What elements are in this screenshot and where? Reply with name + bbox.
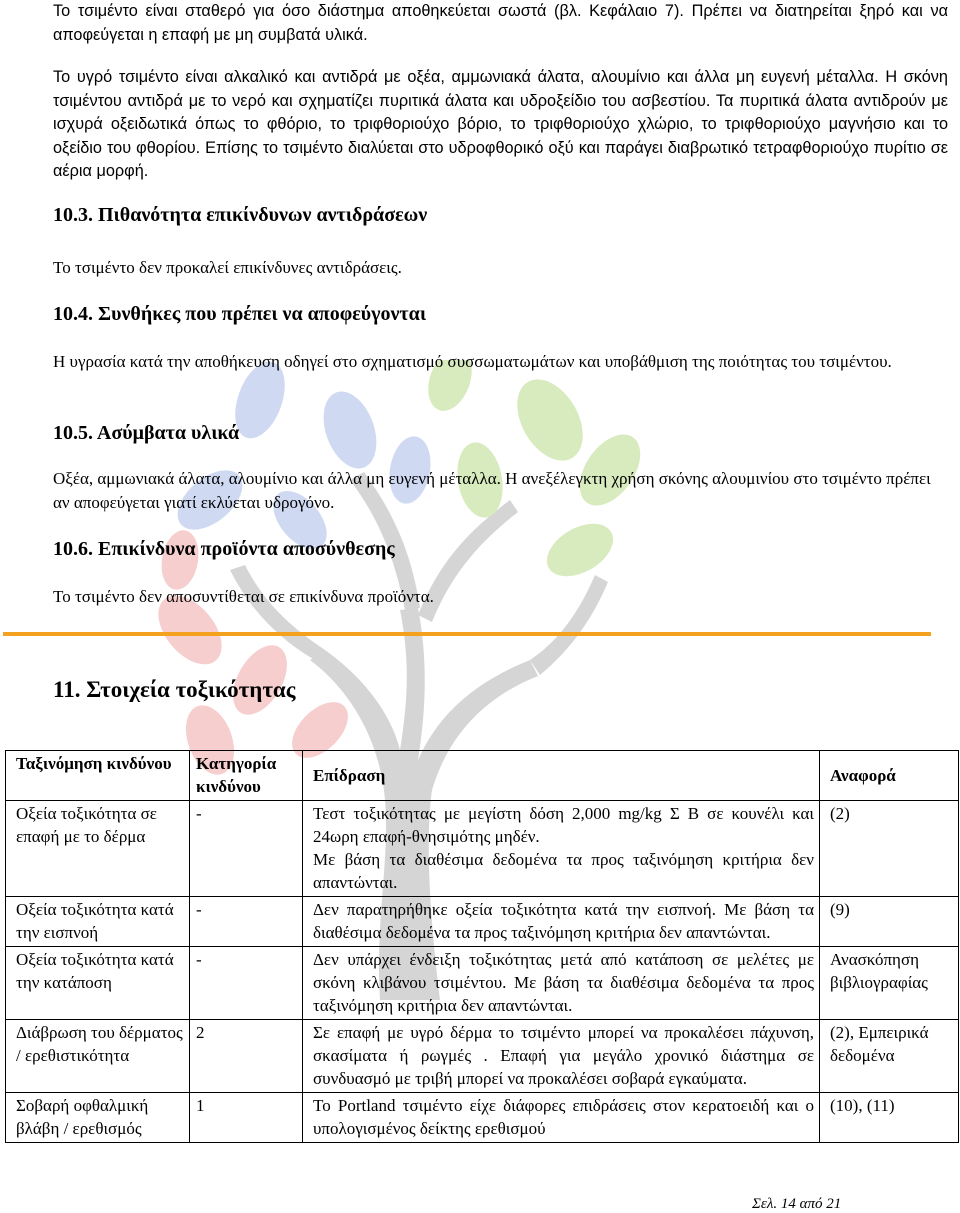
reactivity-paragraph: Το υγρό τσιμέντο είναι αλκαλικό και αντιδρά με οξέα, αμμωνιακά άλατα, αλουμίνιο και άλλα μη ευγενή μέταλλα. Η σκόνη τσιμέντου αντιδρά με το νερό και σχηματίζει πυριτικά άλατα και υδροξείδιο του ασβεστίου. Τα πυριτικά άλατα αντιδρούν με ισχυρά οξειδωτικά όπως το φθόριο, το τριφθοριούχο βόριο, το τριφθοριούχο χλώριο, το τριφθοριούχο μαγνήσιο και το οξείδιο του φθορίου. Επίσης το τσιμέντο διαλύεται στο υδροφθορικό οξύ και παράγει διαβρωτικό τετραφθοριούχο πυρίτιο σε αέρια μορφή. [53,68,948,180]
cell-classification: Οξεία τοξικότητα κατά την εισπνοή [6,897,190,947]
header-classification: Ταξινόμηση κινδύνου [6,751,190,801]
heading-10-4: 10.4. Συνθήκες που πρέπει να αποφεύγονται [53,303,427,325]
cell-classification: Οξεία τοξικότητα σε επαφή με το δέρμα [6,801,190,897]
effect-line: Με βάση τα διαθέσιμα δεδομένα τα προς ταξινόμηση κριτήρια δεν απαντώνται. [313,850,814,892]
cell-reference: (10), (11) [820,1093,959,1143]
header-effect: Επίδραση [303,751,820,801]
cell-effect [303,897,820,947]
heading-11: 11. Στοιχεία τοξικότητας [53,677,296,702]
cell-category: 1 [190,1093,303,1143]
header-reference: Αναφορά [820,751,959,801]
table-header-row [6,751,959,801]
cell-reference: Ανασκόπηση βιβλιογραφίας [820,947,959,1020]
cell-reference: (9) [820,897,959,947]
table-row [6,897,959,947]
toxicity-table [5,750,959,1143]
cell-effect [303,1093,820,1143]
page-number: Σελ. 14 από 21 [752,1196,842,1212]
storage-paragraph: Το τσιμέντο είναι σταθερό για όσο διάστημα αποθηκεύεται σωστά (βλ. Κεφάλαιο 7). Πρέπει να διατηρείται ξηρό και να αποφεύγεται η επαφή με μη συμβατά υλικά. [53,2,948,44]
section-divider [3,632,931,636]
cell-reference: (2), Εμπειρικά δεδομένα [820,1020,959,1093]
cell-effect [303,947,820,1020]
effect-line: Σε επαφή με υγρό δέρμα το τσιμέντο μπορεί να προκαλέσει πάχυνση, σκασίματα ή ρωγμές . Επαφή για μεγάλο χρονικό διάστημα σε συνδυασμό με τριβή μπορεί να προκαλέσει σοβαρά εγκαύματα. [313,1023,814,1088]
cell-category: - [190,947,303,1020]
text-10-4: Η υγρασία κατά την αποθήκευση οδηγεί στο σχηματισμό συσσωματωμάτων και υποβάθμιση της ποιότητας του τσιμέντου. [53,352,892,371]
effect-line: Δεν υπάρχει ένδειξη τοξικότητας μετά από κατάποση σε μελέτες με σκόνη κλιβάνου τσιμέντου. Με βάση τα διαθέσιμα δεδομένα τα προς ταξινόμηση κριτήρια δεν απαντώνται. [313,950,814,1015]
cell-reference: (2) [820,801,959,897]
text-10-3: Το τσιμέντο δεν προκαλεί επικίνδυνες αντιδράσεις. [53,258,402,277]
heading-10-3: 10.3. Πιθανότητα επικίνδυνων αντιδράσεων [53,204,428,226]
cell-classification: Οξεία τοξικότητα κατά την κατάποση [6,947,190,1020]
header-category: Κατηγορία κινδύνου [190,751,303,801]
effect-line: Το Portland τσιμέντο είχε διάφορες επιδράσεις στον κερατοειδή και ο υπολογισμένος δείκτης ερεθισμού [313,1096,814,1138]
table-row [6,1093,959,1143]
cell-classification: Διάβρωση του δέρματος / ερεθιστικότητα [6,1020,190,1093]
text-10-5: Οξέα, αμμωνιακά άλατα, αλουμίνιο και άλλα μη ευγενή μέταλλα. Η ανεξέλεγκτη χρήση σκόνης αλουμινίου στο τσιμέντο πρέπει αν αποφεύγεται γιατί εκλύεται υδρογόνο. [53,469,931,512]
table-row [6,801,959,897]
cell-effect [303,1020,820,1093]
cell-classification: Σοβαρή οφθαλμική βλάβη / ερεθισμός [6,1093,190,1143]
cell-category: - [190,801,303,897]
table-row [6,1020,959,1093]
cell-effect [303,801,820,897]
table-row [6,947,959,1020]
heading-10-6: 10.6. Επικίνδυνα προϊόντα αποσύνθεσης [53,538,395,560]
effect-line: Τεστ τοξικότητας με μεγίστη δόση 2,000 mg/kg Σ Β σε κουνέλι και 24ωρη επαφή-θνησιμότης μηδέν. [313,804,814,846]
cell-category: - [190,897,303,947]
effect-line: Δεν παρατηρήθηκε οξεία τοξικότητα κατά την εισπνοή. Με βάση τα διαθέσιμα δεδομένα τα προς ταξινόμηση κριτήρια δεν απαντώνται. [313,900,814,942]
text-10-6: Το τσιμέντο δεν αποσυντίθεται σε επικίνδυνα προϊόντα. [53,587,434,606]
cell-category: 2 [190,1020,303,1093]
heading-10-5: 10.5. Ασύμβατα υλικά [53,422,240,444]
